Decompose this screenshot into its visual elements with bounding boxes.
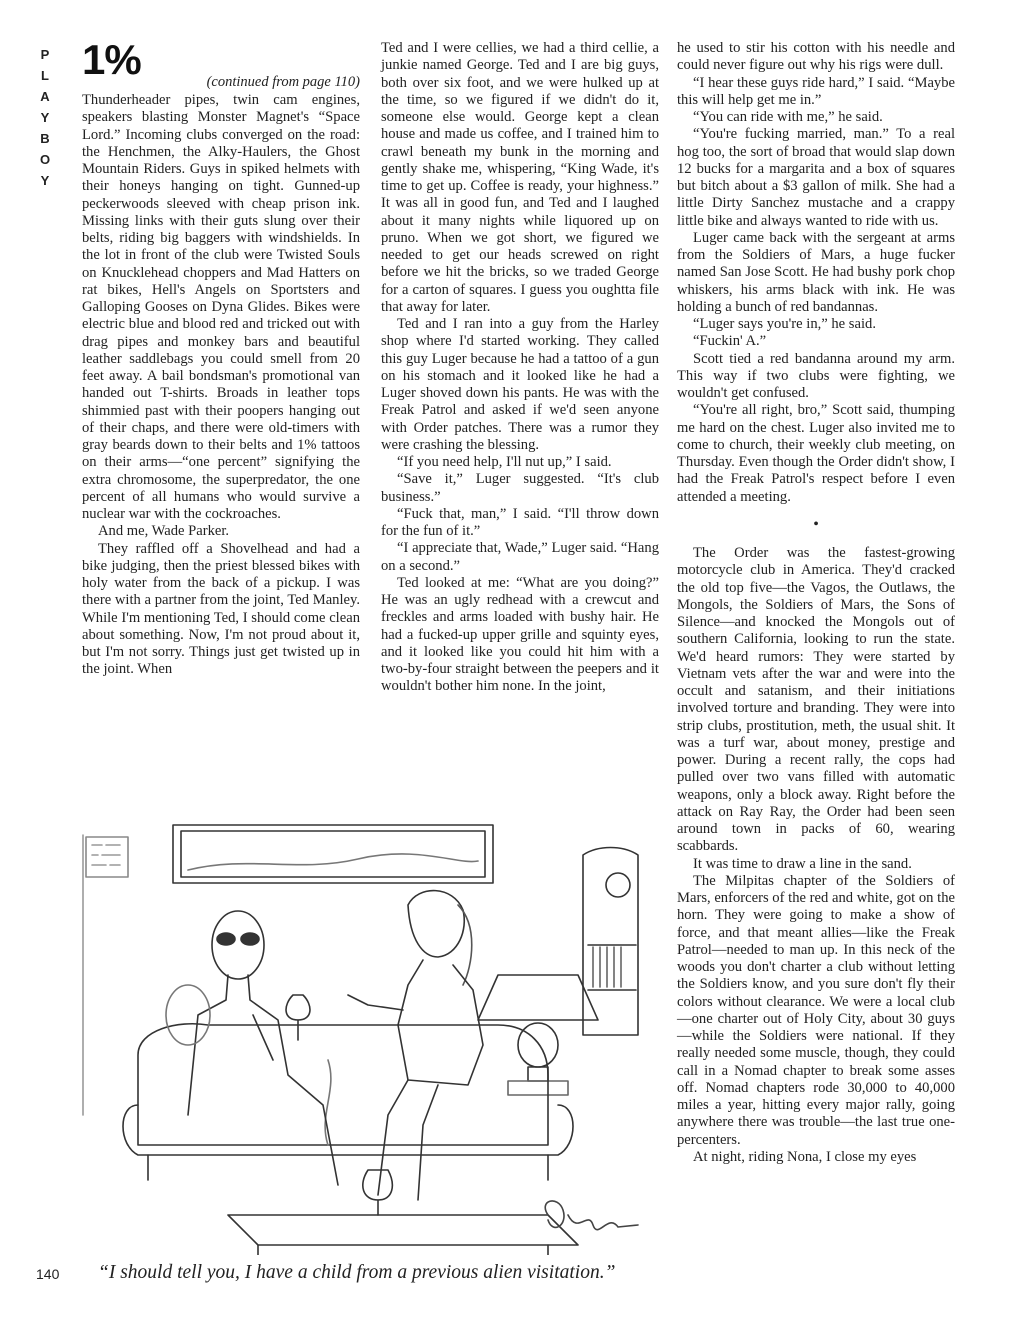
section-label-letter: Y xyxy=(40,173,50,188)
paragraph: “Fuck that, man,” I said. “I'll throw down for the fun of it.” xyxy=(381,505,659,539)
continued-note: (continued from page 110) xyxy=(206,74,360,90)
paragraph: Thunderheader pipes, twin cam engines, speakers blasting Monster Magnet's “Space Lord.” Incoming clubs converged on the road: the Henchmen, the Alky-Haulers, the Ghost Mountain Riders. Guys in spiked helmets with their honeys hanging on tight. Gunned-up peckerwoods sleeved with cheap prison ink. Missing links with their guts slung over their belts, riding big baggers with windshields. In the lot in front of the club were Twisted Souls on Knucklehead choppers and Mad Hatters on rat bikes, Hell's Angels on Sportsters and Galloping Gooses on Dyna Glides. Bikes were electric blue and blood red and tricked out with drag pipes and monkey bars and beautiful leather saddlebags you could smell from 20 feet away. A bail bondsman's promotional van handed out T-shirts. Broads in leather tops shimmied past with their poopers hanging out of their chaps, and there were old-timers with gray beards down to their belts and 1% tattoos on their arms—“one percent” signifying the extra chromosome, the superpredator, the one percent of all humans who would survive a nuclear war with the cockroaches. xyxy=(82,92,360,522)
cartoon-illustration xyxy=(78,815,663,1255)
paragraph: Ted and I ran into a guy from the Harley shop where I'd started working. They called this guy Luger because he had a tattoo of a gun on his stomach and it looked like he had a Luger shoved down his pants. He was with the Freak Patrol and asked if we'd seen anyone with Order patches. There was a rumor they were crashing the blessing. xyxy=(381,316,659,453)
artist-signature-drawing xyxy=(545,1201,638,1230)
section-label-letter: B xyxy=(40,131,50,146)
paragraph: he used to stir his cotton with his needle and could never figure out why his rigs were dull. xyxy=(677,40,955,74)
paragraph: And me, Wade Parker. xyxy=(98,523,230,540)
alien-figure-drawing xyxy=(188,911,338,1185)
paragraph: “I hear these guys ride hard,” I said. “Maybe this will help get me in.” xyxy=(677,74,955,108)
section-separator: • xyxy=(813,515,819,533)
lamp-drawing xyxy=(478,975,598,1095)
section-label xyxy=(36,44,54,191)
cartoon-caption: “I should tell you, I have a child from a previous alien visitation.” xyxy=(98,1262,616,1283)
paragraph: “Fuckin' A.” xyxy=(693,333,767,350)
article-headline: 1% xyxy=(82,36,141,83)
section-label-letter: O xyxy=(39,152,51,167)
paragraph: “You're all right, bro,” Scott said, thumping me hard on the chest. Luger also invited me to come to church, their weekly club meeting, on Thursday. Even though the Order didn't show, I had the Freak Patrol's respect before I even attended a meeting. xyxy=(677,402,955,505)
paragraph: “You're fucking married, man.” To a real hog too, the sort of broad that would slap down 12 bucks for a margarita and a box of squares but bitch about a $3 gallon of milk. She had a little Dirty Sanchez mustache and a crappy little bike and always wanted to ride with us. xyxy=(677,126,955,229)
section-label-letter: L xyxy=(41,68,49,83)
text-column-2 xyxy=(381,40,659,696)
paragraph: “If you need help, I'll nut up,” I said. xyxy=(397,454,612,470)
text-column-3 xyxy=(677,40,955,1166)
paragraph: “I appreciate that, Wade,” Luger said. “Hang on a second.” xyxy=(381,540,659,574)
paragraph: They raffled off a Shovelhead and had a bike judging, then the priest blessed bikes with holy water from the back of a pickup. I was there with a partner from the joint, Ted Manley. While I'm mentioning Ted, I should come clean about something. Now, I'm not proud about it, but I'm not sorry. Things just get twisted up in the joint. When xyxy=(82,540,360,678)
paragraph: “You can ride with me,” he said. xyxy=(693,109,883,125)
bookshelf-drawing xyxy=(583,848,638,1036)
paragraph: The Milpitas chapter of the Soldiers of Mars, enforcers of the red and white, got on the horn. They were going to make a show of force, and that meant allies—like the Freak Patrol—needed to man up. In this neck of the woods you don't charter a club without letting the Soldiers know, and you sure don't fly their colors without clearance. We were a local club—one charter out of Holy City, about 30 guys—while the Soldiers were national. If they really needed some muscle, though, they could call in a Nomad chapter to break some asses off. Nomad chapters rode 30,000 to 40,000 miles a year, hitting every major rally, going anywhere there was trouble—the last true one-percenters. xyxy=(677,872,955,1148)
window-drawing xyxy=(86,837,128,877)
paragraph: The Order was the fastest-growing motorcycle club in America. They'd cracked the old top five—the Vagos, the Outlaws, the Mongols, the Soldiers of Mars, the Sons of Silence—and knocked the Mongols out of southern California, looking to run the state. We'd heard rumors: They were started by Vietnam vets after the war and were into the occult and satanism, and their initiations involved torture and branding. They were into strip clubs, prostitution, meth, the usual shit. It was a turf war, about money, prestige and power. During a recent rally, the cops had pulled over two vans filled with automatic weapons, only a block away. Right before the attack on Ray Ray, the Order had been seen around town in packs of 60, wearing scabbards. xyxy=(677,545,955,855)
paragraph: Ted and I were cellies, we had a third cellie, a junkie named George. Ted and I are big guys, both over six foot, and we were hulked up at the time, so we figured if we didn't do it, someone else would. George kept a clean house and made us coffee, and I trained him to crawl beneath my bunk in the morning and gently shake me, whispering, “King Wade, it's time to get up. Coffee is ready, your highness.” It was all in good fun, and Ted and I laughed about it many nights while liquored up on pruno. When we got short, we figured we needed to get our heads screwed on right before we hit the bricks, so we traded George for a carton of squares. I guess you oughtta file that away for later. xyxy=(381,40,659,315)
couch-drawing xyxy=(123,1024,573,1180)
paragraph: “Save it,” Luger suggested. “It's club business.” xyxy=(381,471,659,505)
section-label-letter: P xyxy=(40,47,50,62)
coffee-table-drawing xyxy=(228,1170,578,1255)
paragraph: Scott tied a red bandanna around my arm. This way if two clubs were fighting, we wouldn't get confused. xyxy=(677,350,955,401)
wall-picture-drawing xyxy=(173,825,493,883)
paragraph: It was time to draw a line in the sand. xyxy=(693,855,912,872)
page-number: 140 xyxy=(36,1266,60,1282)
paragraph: At night, riding Nona, I close my eyes xyxy=(693,1148,917,1165)
paragraph: Ted looked at me: “What are you doing?” He was an ugly redhead with a crewcut and freckles and arms loaded with bushy hair. He had a fucked-up upper grille and squinty eyes, and it looked like you could hit him with a two-by-four straight between the peepers and it wouldn't bother him none. In the joint, xyxy=(381,574,659,695)
paragraph: Luger came back with the sergeant at arms from the Soldiers of Mars, a huge fucker named San Jose Scott. He had bushy pork chop whiskers, his arms black with ink. He was holding a bunch of red bandannas. xyxy=(677,229,955,315)
paragraph: “Luger says you're in,” he said. xyxy=(693,316,876,332)
section-label-letter: A xyxy=(40,89,50,104)
section-label-letter: Y xyxy=(40,110,50,125)
woman-figure-drawing xyxy=(348,891,483,1200)
text-column-1 xyxy=(82,92,360,679)
